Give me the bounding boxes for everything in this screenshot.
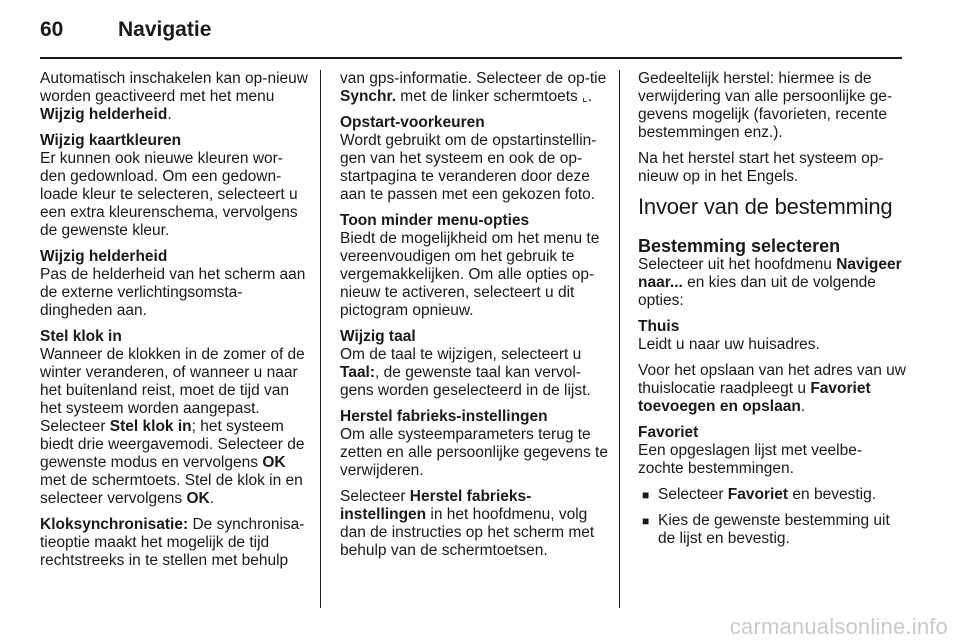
paragraph-gedeeltelijk-herstel: Gedeeltelijk herstel: hiermee is de verwijdering van alle persoonlijke ge-gevens mogelijk (favorieten, recente bestemmingen enz.). (638, 70, 893, 141)
section-herstel-fabrieksinstellingen: Herstel fabrieks-instellingen Om alle systeemparameters terug te zetten en alle persoonlijke gegevens te verwijderen. (340, 408, 608, 479)
watermark: carmanualsonline.info (729, 614, 948, 639)
subheading: Stel klok in (40, 328, 122, 345)
section-toon-minder-menu-opties: Toon minder menu-opties Biedt de mogelijkheid om het menu te vereenvoudigen om het gebruik te vergemakkelijken. Om alle opties op-nieuw te activeren, selecteert u dit pictogram opnieuw. (340, 212, 608, 320)
page-header (40, 18, 211, 48)
left-softkey-icon: ⌞ (582, 90, 588, 104)
section-title: Navigatie (118, 18, 212, 41)
bullet-square-icon: ■ (642, 488, 650, 502)
section-wijzig-taal: Wijzig taal Om de taal te wijzigen, selecteert u Taal:, de gewenste taal kan vervol-gens worden geselecteerd in de lijst. (340, 328, 608, 400)
section-thuis: Thuis Leidt u naar uw huisadres. (638, 318, 906, 354)
subheading: Wijzig helderheid (40, 248, 168, 265)
page-number: 60 (40, 18, 64, 41)
subheading: Thuis (638, 318, 680, 335)
section-stel-klok-in: Stel klok in Wanneer de klokken in de zomer of de winter veranderen, of wanneer u naar het buitenland reist, moet de tijd van het systeem worden aangepast. Selecteer Stel klok in; het systeem biedt drie weergavemodi. Selecteer de gewenste modus en vervolgens OK met de schermtoets. Stel de klok in en selecteer vervolgens OK. (40, 328, 308, 508)
subheading: Herstel fabrieks-instellingen (340, 408, 548, 425)
paragraph-herstart: Na het herstel start het systeem op-nieuw op in het Engels. (638, 150, 884, 185)
column-divider-1 (320, 70, 321, 608)
header-divider (40, 57, 902, 59)
menu-ref-wijzig-helderheid: Wijzig helderheid (40, 106, 168, 123)
bullet-square-icon: ■ (642, 514, 650, 528)
subheading-inline: Kloksynchronisatie: (40, 516, 189, 533)
subheading: Wijzig taal (340, 328, 416, 345)
column-divider-2 (619, 70, 620, 608)
paragraph-herstel-instructies: Selecteer Herstel fabrieks-instellingen in het hoofdmenu, volg dan de instructies op het scherm met behulp van de schermtoetsen. (340, 488, 595, 559)
list-item: ■ Kies de gewenste bestemming uit de lijst en bevestig. (638, 512, 906, 548)
section-favoriet: Favoriet Een opgeslagen lijst met veelbe-zochte bestemmingen. (638, 424, 906, 478)
paragraph-synchr: van gps-informatie. Selecteer de op-tie Synchr. met de linker schermtoets ⌞. (340, 70, 607, 105)
subheading: Favoriet (638, 424, 699, 441)
section-opstart-voorkeuren: Opstart-voorkeuren Wordt gebruikt om de opstartinstellin-gen van het systeem en ook de op-startpagina te veranderen door deze aan te passen met een gekozen foto. (340, 114, 608, 204)
section-kloksynchronisatie: Kloksynchronisatie: De synchronisa-tieoptie maakt het mogelijk de tijd rechtstreeks in te stellen met behulp (40, 516, 305, 569)
subheading: Toon minder menu-opties (340, 212, 530, 229)
section-wijzig-helderheid: Wijzig helderheid Pas de helderheid van het scherm aan de externe verlichtingsomsta-dingheden aan. (40, 248, 308, 320)
paragraph-auto-brightness: Automatisch inschakelen kan op-nieuw worden geactiveerd met het menu Wijzig helderheid. (40, 70, 308, 123)
subheading: Wijzig kaartkleuren (40, 132, 182, 149)
paragraph-hoofdmenu: Selecteer uit het hoofdmenu Navigeer naar... en kies dan uit de volgende opties: (638, 256, 902, 309)
subheading: Opstart-voorkeuren (340, 114, 485, 131)
list-item: ■ Selecteer Favoriet en bevestig. (638, 486, 906, 504)
column-3 (638, 70, 906, 556)
column-2 (340, 70, 608, 568)
heading-invoer-bestemming: Invoer van de bestemming (638, 194, 893, 219)
paragraph-thuislocatie: Voor het opslaan van het adres van uw thuislocatie raadpleegt u Favoriet toevoegen en opslaan. (638, 362, 906, 415)
heading-bestemming-selecteren: Bestemming selecteren (638, 236, 841, 256)
section-wijzig-kaartkleuren: Wijzig kaartkleuren Er kunnen ook nieuwe kleuren wor-den gedownload. Om een gedown-loade kleur te selecteren, selecteert u een extra kleurenschema, vervolgens de gewenste kleur. (40, 132, 308, 240)
column-1 (40, 70, 308, 578)
